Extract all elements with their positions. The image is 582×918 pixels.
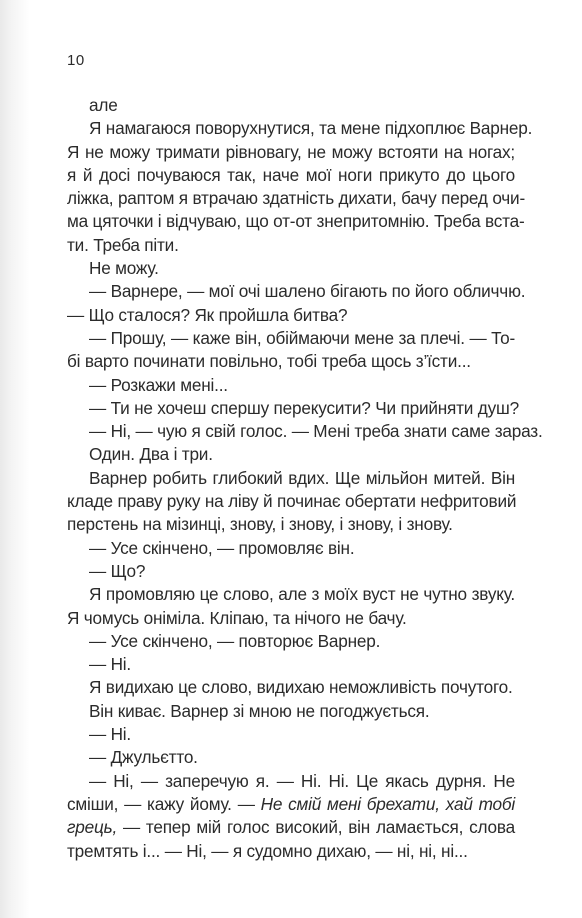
text-line: кладе праву руку на ліву й починає обертати нефритовий — [67, 491, 517, 512]
text-line: — Ні. — [89, 654, 131, 675]
text-line: Я видихаю це слово, видихаю неможливість почутого. — [89, 677, 513, 698]
text-line: — Ти не хочеш спершу перекусити? Чи прийняти душ? — [89, 397, 519, 418]
text-line: ма цяточки і відчуваю, що от-от знепритомнію. Треба вста- — [67, 211, 525, 232]
italic-segment: грець, — [67, 817, 118, 838]
page-number: 10 — [67, 52, 85, 69]
text-line: Він киває. Варнер зі мною не погоджується. — [89, 700, 430, 721]
text-line: — Варнере, — мої очі шалено бігають по його обличчю. — [89, 281, 526, 302]
text-line: — Розкажи мені... — [89, 374, 228, 395]
text-line: Я чомусь оніміла. Кліпаю, та нічого не бачу. — [67, 607, 407, 628]
text-line: — Що сталося? Як пройшла битва? — [67, 304, 348, 325]
text-line-mixed-2 — [67, 816, 515, 839]
text-line: — Ні. — [89, 724, 131, 745]
text-line: Я промовляю це слово, але з моїх вуст не чутно звуку. — [89, 584, 515, 605]
page-spine-shadow — [0, 0, 30, 918]
text-line-mixed-1 — [67, 793, 515, 816]
italic-segment: Не смій мені брехати, хай тобі — [260, 793, 515, 814]
text-line: — Прошу, — каже він, обіймаючи мене за плечі. — То- — [89, 327, 515, 348]
text-line: — Ні, — чую я свій голос. — Мені треба знати саме зараз. — [89, 421, 543, 442]
text-line-final: тремтять і... — Ні, — я судомно дихаю, — ні, ні, ні... — [67, 840, 468, 861]
body-text — [67, 94, 543, 863]
text-line: я й досі почуваюся так, наче мої ноги прикуто до цього — [67, 164, 515, 185]
text-line: — Ні, — заперечую я. — Ні. Ні. Це якась дурня. Не — [89, 770, 515, 791]
text-line: — Джульєтто. — [89, 747, 198, 768]
text-line: Я не можу тримати рівновагу, не можу встояти на ногах; — [67, 141, 515, 162]
text-line: ліжка, раптом я втрачаю здатність дихати, бачу перед очи- — [67, 188, 525, 209]
text-line: але — [89, 95, 118, 115]
text-line: — Усе скінчено, — промовляє він. — [89, 537, 355, 558]
text-line: бі варто починати повільно, тобі треба щось з’їсти... — [67, 351, 471, 372]
text-line: перстень на мізинці, знову, і знову, і знову, і знову. — [67, 514, 453, 535]
text-line: Я намагаюся поворухнутися, та мене підхоплює Варнер. — [89, 118, 533, 139]
text-segment: — тепер мій голос високий, він ламається, слова — [117, 817, 515, 838]
text-line: — Усе скінчено, — повторює Варнер. — [89, 630, 381, 651]
text-segment: сміши, — кажу йому. — — [67, 793, 261, 814]
text-line: ти. Треба піти. — [67, 234, 179, 255]
text-line: — Що? — [89, 560, 146, 581]
text-line: Один. Два і три. — [89, 444, 213, 465]
text-line: Варнер робить глибокий вдих. Ще мільйон митей. Він — [89, 467, 515, 488]
text-lines — [67, 94, 543, 793]
text-line: Не можу. — [89, 258, 159, 279]
